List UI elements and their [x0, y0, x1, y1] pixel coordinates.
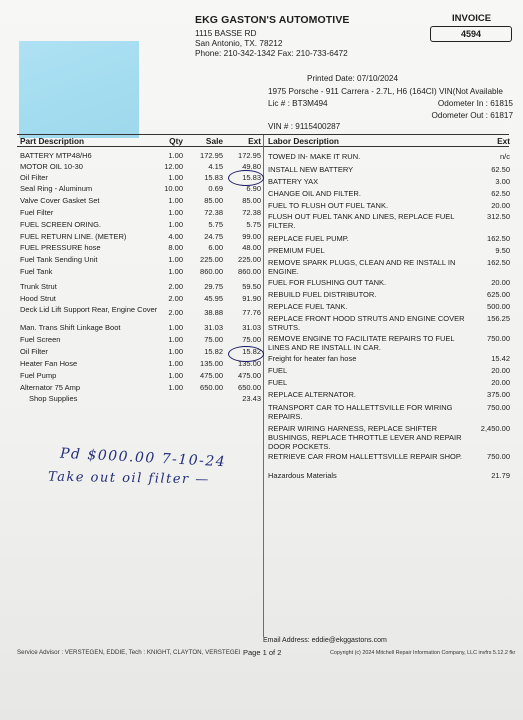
labor-desc: PREMIUM FUEL	[268, 246, 325, 255]
labor-ext: 500.00	[487, 302, 510, 311]
part-desc: Oil Filter	[20, 173, 48, 182]
labor-desc: Freight for heater fan hose	[268, 354, 357, 363]
labor-ext: 750.00	[487, 452, 510, 461]
part-desc: Fuel Screen	[20, 335, 61, 344]
part-sale: 172.95	[200, 151, 223, 160]
labor-ext: 375.00	[487, 390, 510, 399]
service-advisor: Service Advisor : VERSTEGEN, EDDIE, Tech : KNIGHT, CLAYTON, VERSTEGEI	[17, 649, 241, 656]
labor-desc: CHANGE OIL AND FILTER.	[268, 189, 361, 198]
part-sale: 225.00	[200, 255, 223, 264]
labor-desc: Hazardous Materials	[268, 471, 337, 480]
sticky-note	[19, 41, 139, 138]
labor-ext: n/c	[499, 152, 510, 161]
email-address: Email Address: eddie@ekggastons.com	[263, 637, 387, 644]
part-sale: 29.75	[204, 282, 223, 291]
part-desc: FUEL SCREEN ORING.	[20, 220, 101, 229]
part-ext: 5.75	[246, 220, 261, 229]
part-sale: 45.95	[204, 294, 223, 303]
labor-desc: REMOVE ENGINE TO FACILITATE REPAIRS TO FUEL LINES AND RE INSTALL IN CAR.	[268, 334, 455, 352]
part-ext: 49.80	[242, 162, 261, 171]
labor-ext: 750.00	[487, 334, 510, 343]
invoice-label: INVOICE	[452, 13, 492, 24]
vin-number: VIN # : 9115400287	[268, 122, 341, 131]
labor-desc: REPAIR WIRING HARNESS, REPLACE SHIFTER BUSHINGS, REPLACE THROTTLE LEVER AND REPAIR DOOR POCKETS.	[268, 424, 462, 451]
labor-desc: REPLACE FUEL TANK.	[268, 302, 348, 311]
parts-header-sale: Sale	[205, 136, 223, 146]
part-sale: 15.83	[204, 173, 223, 182]
labor-desc: FUEL TO FLUSH OUT FUEL TANK.	[268, 201, 389, 210]
labor-ext: 21.79	[491, 471, 510, 480]
part-ext: 31.03	[242, 323, 261, 332]
labor-desc: FUEL FOR FLUSHING OUT TANK.	[268, 278, 387, 287]
shop-name: EKG GASTON'S AUTOMOTIVE	[195, 14, 350, 26]
part-ext: 135.00	[238, 359, 261, 368]
part-ext: 23.43	[242, 394, 261, 403]
part-qty: 10.00	[164, 184, 183, 193]
part-qty: 1.00	[168, 255, 183, 264]
part-qty: 1.00	[168, 220, 183, 229]
part-desc: Heater Fan Hose	[20, 359, 78, 368]
labor-desc: REPLACE FUEL PUMP.	[268, 234, 349, 243]
part-qty: 1.00	[168, 173, 183, 182]
part-qty: 1.00	[168, 196, 183, 205]
odometer-in: Odometer In : 61815	[437, 99, 513, 108]
part-desc: Hood Strut	[20, 294, 56, 303]
shop-phone: Phone: 210-342-1342 Fax: 210-733-6472	[195, 48, 348, 58]
part-qty: 2.00	[168, 294, 183, 303]
part-desc: FUEL RETURN LINE. (METER)	[20, 232, 127, 241]
parts-header-desc: Part Description	[20, 136, 85, 146]
invoice-number: 4594	[430, 26, 512, 42]
parts-header-ext: Ext	[248, 136, 261, 146]
part-desc: BATTERY MTP48/H6	[20, 151, 92, 160]
license-plate: Lic # : BT3M494	[268, 99, 328, 108]
part-qty: 1.00	[168, 359, 183, 368]
labor-ext: 20.00	[491, 278, 510, 287]
page-number: Page 1 of 2	[243, 648, 282, 657]
labor-desc: REBUILD FUEL DISTRIBUTOR.	[268, 290, 377, 299]
labor-header-ext: Ext	[497, 136, 510, 146]
part-sale: 4.15	[208, 162, 223, 171]
part-qty: 12.00	[164, 162, 183, 171]
part-qty: 1.00	[168, 347, 183, 356]
labor-header-desc: Labor Description	[268, 136, 339, 146]
part-sale: 860.00	[200, 267, 223, 276]
labor-ext: 162.50	[487, 258, 510, 267]
part-ext: 172.95	[238, 151, 261, 160]
labor-desc: REPLACE FRONT HOOD STRUTS AND ENGINE COVER STRUTS.	[268, 314, 465, 332]
odometer-out: Odometer Out : 61817	[431, 111, 513, 120]
part-ext: 72.38	[242, 208, 261, 217]
part-ext: 15.83	[242, 173, 261, 182]
pen-circle-oil-filter-1	[228, 170, 264, 186]
vehicle-description: 1975 Porsche - 911 Carrera - 2.7L, H6 (164CI) VIN(Not Available	[268, 87, 503, 96]
part-qty: 2.00	[168, 308, 183, 317]
part-ext: 225.00	[238, 255, 261, 264]
part-sale: 75.00	[204, 335, 223, 344]
labor-desc: FUEL	[268, 378, 288, 387]
labor-ext: 625.00	[487, 290, 510, 299]
labor-ext: 62.50	[491, 189, 510, 198]
table-divider	[263, 135, 264, 637]
part-qty: 4.00	[168, 232, 183, 241]
part-sale: 72.38	[204, 208, 223, 217]
part-qty: 1.00	[168, 383, 183, 392]
part-qty: 1.00	[168, 208, 183, 217]
labor-desc: RETRIEVE CAR FROM HALLETTSVILLE REPAIR SHOP.	[268, 452, 462, 461]
part-qty: 1.00	[168, 323, 183, 332]
copyright: Copyright (c) 2024 Mitchell Repair Information Company, LLC invfrs 5.12.2 fkr	[330, 650, 516, 656]
labor-desc: FLUSH OUT FUEL TANK AND LINES, REPLACE FUEL FILTER.	[268, 212, 455, 230]
part-ext: 15.82	[242, 347, 261, 356]
part-sale: 0.69	[208, 184, 223, 193]
labor-ext: 20.00	[491, 366, 510, 375]
part-ext: 75.00	[242, 335, 261, 344]
handwritten-payment-note: Pd $000.00 7-10-24	[59, 445, 227, 471]
part-desc: Valve Cover Gasket Set	[20, 196, 100, 205]
part-qty: 8.00	[168, 243, 183, 252]
part-desc: Fuel Tank Sending Unit	[20, 255, 98, 264]
part-ext: 59.50	[242, 282, 261, 291]
part-ext: 6.90	[246, 184, 261, 193]
labor-desc: INSTALL NEW BATTERY	[268, 165, 354, 174]
part-ext: 99.00	[242, 232, 261, 241]
part-qty: 2.00	[168, 282, 183, 291]
labor-desc: REMOVE SPARK PLUGS, CLEAN AND RE INSTALL IN ENGINE.	[268, 258, 456, 276]
labor-ext: 312.50	[487, 212, 510, 221]
part-desc: Shop Supplies	[29, 394, 78, 403]
part-sale: 135.00	[200, 359, 223, 368]
labor-ext: 2,450.00	[480, 424, 510, 433]
part-qty: 1.00	[168, 371, 183, 380]
part-desc: Man. Trans Shift Linkage Boot	[20, 323, 121, 332]
printed-date: Printed Date: 07/10/2024	[307, 74, 399, 83]
part-sale: 31.03	[204, 323, 223, 332]
labor-ext: 9.50	[495, 246, 510, 255]
part-desc: Oil Filter	[20, 347, 48, 356]
labor-ext: 3.00	[495, 177, 510, 186]
part-desc: Trunk Strut	[20, 282, 57, 291]
labor-desc: TRANSPORT CAR TO HALLETTSVILLE FOR WIRING REPAIRS.	[268, 403, 453, 421]
labor-desc: REPLACE ALTERNATOR.	[268, 390, 356, 399]
labor-ext: 20.00	[491, 201, 510, 210]
part-sale: 15.82	[204, 347, 223, 356]
part-ext: 48.00	[242, 243, 261, 252]
pen-circle-oil-filter-2	[228, 346, 264, 362]
part-sale: 38.88	[204, 308, 223, 317]
labor-ext: 20.00	[491, 378, 510, 387]
part-desc: Fuel Pump	[20, 371, 57, 380]
part-ext: 91.90	[242, 294, 261, 303]
part-qty: 1.00	[168, 267, 183, 276]
part-desc: Deck Lid Lift Support Rear, Engine Cover	[20, 305, 158, 314]
part-desc: FUEL PRESSURE hose	[20, 243, 101, 252]
labor-ext: 15.42	[491, 354, 510, 363]
part-desc: Fuel Tank	[20, 267, 53, 276]
part-sale: 650.00	[200, 383, 223, 392]
part-qty: 1.00	[168, 151, 183, 160]
part-qty: 1.00	[168, 335, 183, 344]
part-sale: 475.00	[200, 371, 223, 380]
part-sale: 6.00	[208, 243, 223, 252]
part-desc: Fuel Filter	[20, 208, 54, 217]
part-sale: 5.75	[208, 220, 223, 229]
labor-desc: TOWED IN- MAKE IT RUN.	[268, 152, 361, 161]
labor-ext: 156.25	[487, 314, 510, 323]
shop-address-1: 1115 BASSE RD	[195, 28, 257, 38]
handwritten-oil-filter-note: Take out oil filter —	[47, 469, 210, 488]
part-desc: Seal Ring - Aluminum	[20, 184, 93, 193]
part-ext: 475.00	[238, 371, 261, 380]
shop-address-2: San Antonio, TX. 78212	[195, 38, 283, 48]
part-desc: MOTOR OIL 10-30	[20, 162, 83, 171]
parts-header-qty: Qty	[169, 136, 183, 146]
part-sale: 85.00	[204, 196, 223, 205]
labor-ext: 62.50	[491, 165, 510, 174]
part-ext: 650.00	[238, 383, 261, 392]
labor-desc: FUEL	[268, 366, 288, 375]
labor-desc: BATTERY YAX	[268, 177, 319, 186]
labor-ext: 750.00	[487, 403, 510, 412]
labor-ext: 162.50	[487, 234, 510, 243]
part-desc: Alternator 75 Amp	[20, 383, 81, 392]
part-ext: 860.00	[238, 267, 261, 276]
part-ext: 77.76	[242, 308, 261, 317]
part-ext: 85.00	[242, 196, 261, 205]
part-sale: 24.75	[204, 232, 223, 241]
